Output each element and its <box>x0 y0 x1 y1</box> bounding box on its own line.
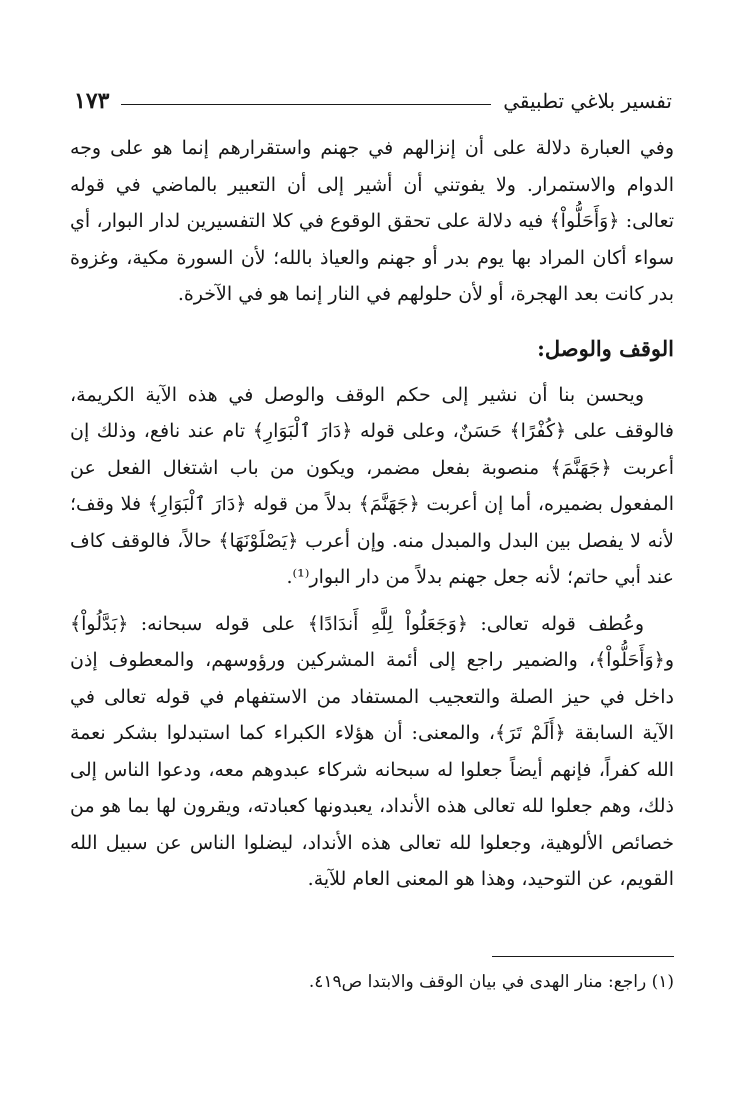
paragraph-intro: وفي العبارة دلالة على أن إنزالهم في جهنم واستقرارهم إنما هو على وجه الدوام والاستمرار. ولا يفوتني أن أشير إلى أن التعبير بالماضي في قوله تعالى: ﴿وَأَحَلُّواْ﴾ فيه دلالة على تحقق الوقوع في كلا التفسيرين لدار البوار، أي سواء أكان المراد بها يوم بدر أو جهنم والعياذ بالله؛ لأن السورة مكية، وغزوة بدر كانت بعد الهجرة، أو لأن حلولهم في النار إنما هو في الآخرة. <box>70 137 674 305</box>
section-heading: الوقف والوصل: <box>537 335 674 361</box>
header-rule <box>121 104 491 105</box>
footnote: (١) راجع: منار الهدى في بيان الوقف والابتدا ص٤١٩. <box>308 972 674 992</box>
paragraph-waqf: ويحسن بنا أن نشير إلى حكم الوقف والوصل في هذه الآية الكريمة، فالوقف على ﴿كُفْرًا﴾ حَسَنٌ، وعلى قوله ﴿دَارَ ٱلْبَوَارِ﴾ تام عند نافع، وذلك إن أعربت ﴿جَهَنَّمَ﴾ منصوبة بفعل مضمر، ويكون من باب اشتغال الفعل عن المفعول بضميره، أما إن أعربت ﴿جَهَنَّمَ﴾ بدلاً من قوله ﴿دَارَ ٱلْبَوَارِ﴾ فلا وقف؛ لأنه لا يفصل بين البدل والمبدل منه. وإن أعرب ﴿يَصْلَوْنَهَا﴾ حالاً، فالوقف كاف عند أبي حاتم؛ لأنه جعل جهنم بدلاً من دار البوار⁽¹⁾. <box>70 383 674 588</box>
paragraph-atf: وعُطف قوله تعالى: ﴿وَجَعَلُواْ لِلَّهِ أَندَادًا﴾ على قوله سبحانه: ﴿بَدَّلُواْ﴾ و﴿وَأَحَلُّواْ﴾، والضمير راجع إلى أئمة المشركين ورؤوسهم، والمعطوف إذن داخل في حيز الصلة والتعجيب المستفاد من الاستفهام في قوله تعالى في الآية السابقة ﴿أَلَمْ تَرَ﴾، والمعنى: أن هؤلاء الكبراء كما استبدلوا بشكر نعمة الله كفراً، فإنهم أيضاً جعلوا له سبحانه شركاء عبدوهم معه، ودعوا الناس إلى ذلك، وهم جعلوا لله تعالى هذه الأنداد، يعبدونها كعبادته، ويقرون لها بما هو من خصائص الألوهية، وجعلوا لله تعالى هذه الأنداد، ليضلوا الناس عن سبيل الله القويم، عن التوحيد، وهذا هو المعنى العام للآية. <box>70 612 674 890</box>
page-header <box>74 84 672 118</box>
running-title: تفسير بلاغي تطبيقي <box>503 89 672 113</box>
footnote-separator <box>492 956 674 957</box>
page-number: ١٧٣ <box>74 88 110 114</box>
page-body <box>70 130 674 898</box>
